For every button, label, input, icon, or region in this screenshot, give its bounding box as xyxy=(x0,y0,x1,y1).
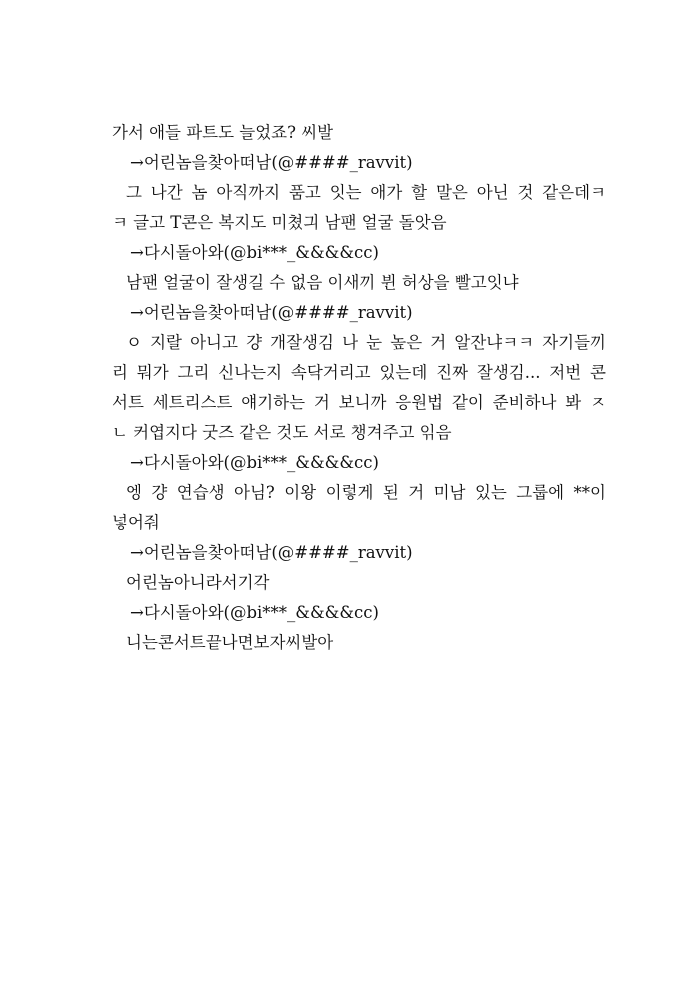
document-body xyxy=(112,118,606,658)
reply-header: →어린놈을찾아떠남(@####_ravvit) xyxy=(130,543,413,562)
reply-header: →어린놈을찾아떠남(@####_ravvit) xyxy=(130,153,413,172)
reply-header: →어린놈을찾아떠남(@####_ravvit) xyxy=(130,303,413,322)
reply-header: →다시돌아와(@bi***_&&&&cc) xyxy=(130,243,379,262)
reply-header: →다시돌아와(@bi***_&&&&cc) xyxy=(130,603,379,622)
text-line: 서트 세트리스트 얘기하는 거 보니까 응원법 같이 준비하나 봐 ㅈ xyxy=(112,393,606,412)
text-line: ㅋ 글고 T콘은 복지도 미쳤긔 남팬 얼굴 돌앗음 xyxy=(112,213,447,232)
text-line: 어린놈아니라서기각 xyxy=(126,573,270,592)
text-line: ㅇ 지랄 아니고 걍 개잘생김 나 눈 높은 거 알잔냐ㅋㅋ 자기들끼 xyxy=(126,333,606,352)
text-line: ㄴ 커엽지다 굿즈 같은 것도 서로 챙겨주고 읶음 xyxy=(112,423,452,442)
text-line: 넣어줘 xyxy=(112,513,160,532)
text-line: 리 뭐가 그리 신나는지 속닥거리고 있는데 진짜 잘생김... 저번 콘 xyxy=(112,363,606,382)
text-line: 가서 애들 파트도 늘었죠? 씨발 xyxy=(112,123,334,142)
text-line: 남팬 얼굴이 잘생길 수 없음 이새끼 뷘 허상을 빨고잇냐 xyxy=(126,273,519,292)
text-line: 엥 걍 연습생 아님? 이왕 이렇게 된 거 미남 있는 그룹에 **이 xyxy=(126,483,606,502)
reply-header: →다시돌아와(@bi***_&&&&cc) xyxy=(130,453,379,472)
text-line: 니는콘서트끝나면보자씨발아 xyxy=(126,633,334,652)
text-line: 그 나간 놈 아직까지 품고 잇는 애가 할 말은 아닌 것 같은데ㅋ xyxy=(126,183,606,202)
